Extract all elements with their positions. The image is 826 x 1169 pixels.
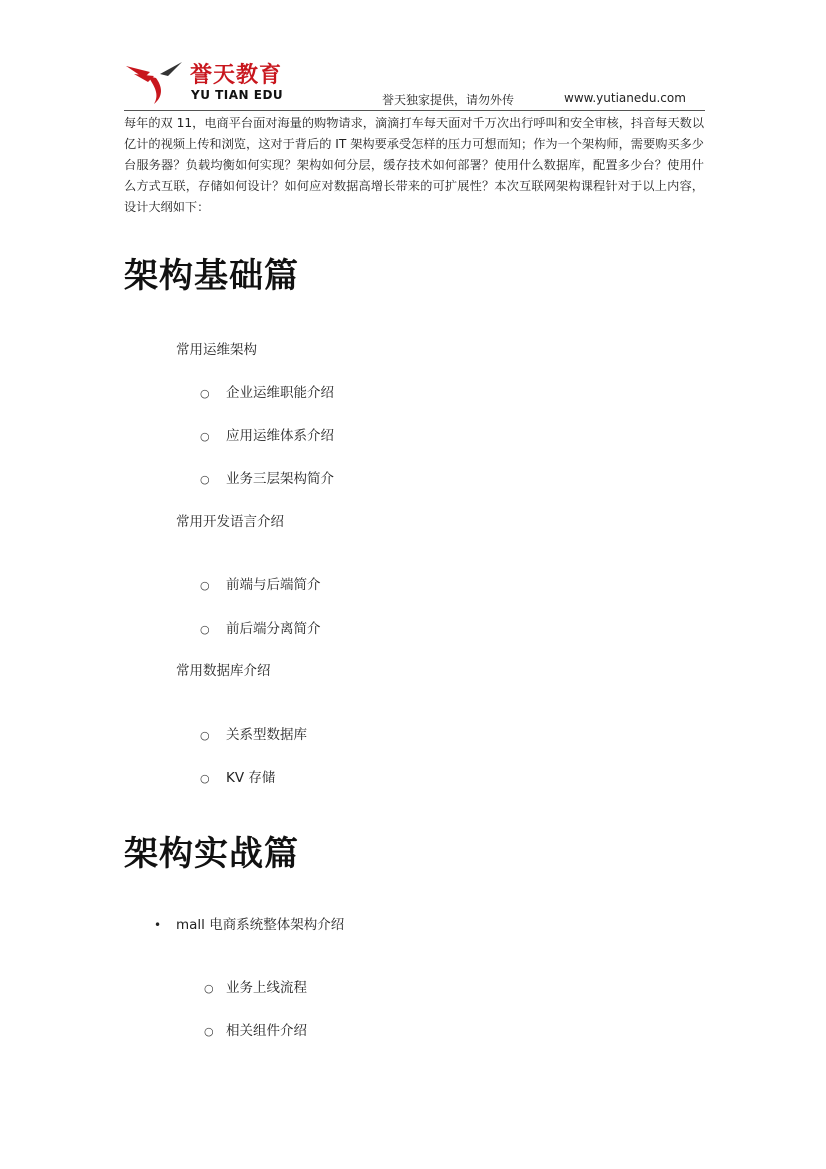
outline-group-label: 常用开发语言介绍 — [176, 514, 284, 530]
outline-item — [204, 1019, 307, 1039]
outline-bullet-item — [154, 913, 344, 933]
circle-marker: ○ — [200, 579, 210, 592]
header-url: www.yutianedu.com — [564, 91, 686, 105]
outline-item-text: 业务三层架构简介 — [226, 471, 334, 487]
circle-marker: ○ — [200, 473, 210, 486]
outline-item — [200, 617, 321, 637]
outline-group-label: 常用运维架构 — [176, 342, 257, 358]
circle-marker: ○ — [204, 982, 214, 995]
outline-item-text: KV 存储 — [226, 770, 276, 786]
bullet-marker: • — [154, 918, 162, 932]
header-notice: 誉天独家提供，请勿外传 — [382, 93, 515, 107]
section-title-basics: 架构基础篇 — [124, 256, 299, 296]
outline-item-text: 应用运维体系介绍 — [226, 428, 334, 444]
logo-english-text: YU TIAN EDU — [191, 88, 284, 102]
outline-item-text: 前端与后端简介 — [226, 577, 321, 593]
outline-item — [200, 766, 275, 786]
outline-item — [200, 381, 334, 401]
outline-item-text: 关系型数据库 — [226, 727, 307, 743]
circle-marker: ○ — [200, 430, 210, 443]
outline-group-label: 常用数据库介绍 — [176, 663, 271, 679]
outline-item-text: 业务上线流程 — [226, 980, 307, 996]
outline-group-label: mall 电商系统整体架构介绍 — [176, 917, 345, 933]
section-title-practice: 架构实战篇 — [124, 834, 299, 874]
outline-item-text: 相关组件介绍 — [226, 1023, 307, 1039]
outline-item — [200, 467, 334, 487]
circle-marker: ○ — [200, 387, 210, 400]
intro-paragraph: 每年的双 11，电商平台面对海量的购物请求，滴滴打车每天面对千万次出行呼叫和安全审核，抖音每天数以亿计的视频上传和浏览，这对于背后的 IT 架构要承受怎样的压力可想而知；作为一个架构师，需要购买多少台服务器？负载均衡如何实现？架构如何分层，缓存技术如何部署？使用什么数据库，配置多少台？使用什么方式互联，存储如何设计？如何应对数据高增长带来的可扩展性？本次互联网架构课程针对于以上内容，设计大纲如下： — [124, 116, 705, 214]
outline-item — [200, 573, 321, 593]
outline-item-text: 企业运维职能介绍 — [226, 385, 334, 401]
circle-marker: ○ — [200, 729, 210, 742]
circle-marker: ○ — [200, 772, 210, 785]
outline-item — [200, 723, 307, 743]
circle-marker: ○ — [200, 623, 210, 636]
page-header — [124, 58, 704, 110]
yutian-logo-icon — [124, 60, 186, 104]
logo-chinese-text: 誉天教育 — [190, 63, 283, 88]
outline-item — [204, 976, 307, 996]
header-divider — [124, 110, 705, 111]
circle-marker: ○ — [204, 1025, 214, 1038]
outline-item — [200, 424, 334, 444]
outline-item-text: 前后端分离简介 — [226, 621, 321, 637]
